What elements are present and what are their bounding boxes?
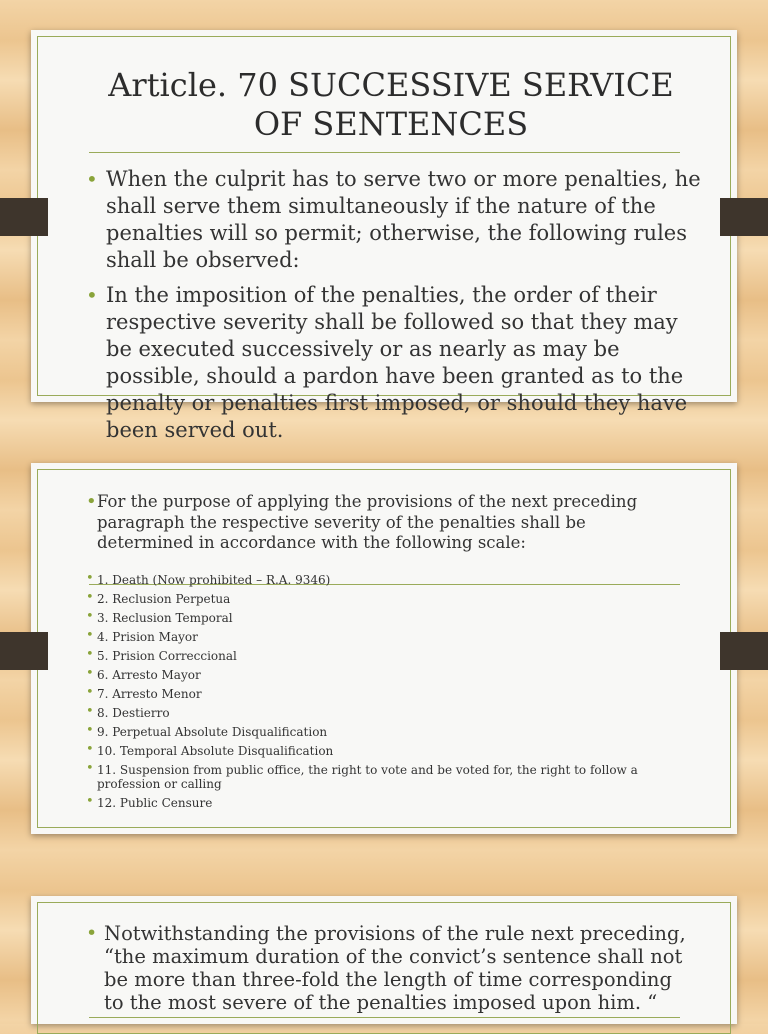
list-item: • 12. Public Censure — [86, 794, 213, 810]
bullet-icon: • — [86, 704, 94, 719]
bullet-icon: • — [86, 491, 97, 512]
bullet-icon: • — [86, 167, 98, 191]
slide-1 — [31, 30, 737, 442]
list-item: • 4. Prision Mayor — [86, 628, 198, 644]
list-item: • 7. Arresto Menor — [86, 685, 202, 701]
bullet-icon: • — [86, 609, 94, 624]
slide-tab-left — [0, 198, 48, 236]
slide-3 — [31, 896, 737, 1024]
bullet-list — [86, 922, 696, 1014]
bullet-icon: • — [86, 666, 94, 681]
bullet-icon: • — [86, 628, 94, 643]
bullet-icon: • — [86, 571, 94, 586]
bullet-item: • When the culprit has to serve two or more penalties, he shall serve them simultaneously if the nature of the penalties will so permit; otherwise, the following rules shall be observed: — [86, 167, 701, 272]
list-item: • 5. Prision Correccional — [86, 647, 237, 663]
list-item: • 8. Destierro — [86, 704, 170, 720]
bullet-icon: • — [86, 647, 94, 662]
bullet-icon: • — [86, 761, 94, 776]
bullet-item: • In the imposition of the penalties, the order of their respective severity shall be followed so that they may be executed successively or as nearly as may be possible, should a pardon have been granted as to the penalty or penalties first imposed, or should they have been served out. — [86, 283, 688, 442]
slide-tab-right — [720, 632, 768, 670]
bullet-icon: • — [86, 590, 94, 605]
list-item: • 2. Reclusion Perpetua — [86, 590, 231, 606]
list-item: • 3. Reclusion Temporal — [86, 609, 233, 625]
bullet-icon: • — [86, 283, 98, 307]
bullet-icon: • — [86, 685, 94, 700]
bullet-icon: • — [86, 742, 94, 757]
penalty-scale-list — [86, 571, 657, 815]
title-divider — [89, 1017, 680, 1018]
list-item: • 10. Temporal Absolute Disqualification — [86, 742, 334, 758]
scale-intro: • For the purpose of applying the provisions of the next preceding paragraph the respective severity of the penalties shall be determined in accordance with the following scale: — [86, 491, 638, 552]
bullet-icon: • — [86, 794, 94, 809]
bullet-item: • Notwithstanding the provisions of the rule next preceding, “the maximum duration of the convict’s sentence shall not be more than three-fold the length of time corresponding to the most severe of the penalties imposed upon him. “ — [86, 922, 686, 1014]
title-divider — [89, 152, 680, 153]
bullet-icon: • — [86, 922, 98, 944]
slide-tab-right — [720, 198, 768, 236]
slide-tab-left — [0, 632, 48, 670]
list-item: • 6. Arresto Mayor — [86, 666, 201, 682]
list-item: • 11. Suspension from public office, the right to vote and be voted for, the right to follow a profession or calling — [86, 761, 638, 791]
bullet-icon: • — [86, 723, 94, 738]
slide-title: Article. 70 SUCCESSIVE SERVICE OF SENTENCES — [108, 66, 674, 143]
bullet-list — [86, 166, 706, 452]
list-item: • 9. Perpetual Absolute Disqualification — [86, 723, 328, 739]
slide-2 — [31, 463, 737, 834]
list-item: • 1. Death (Now prohibited – R.A. 9346) — [86, 571, 331, 587]
